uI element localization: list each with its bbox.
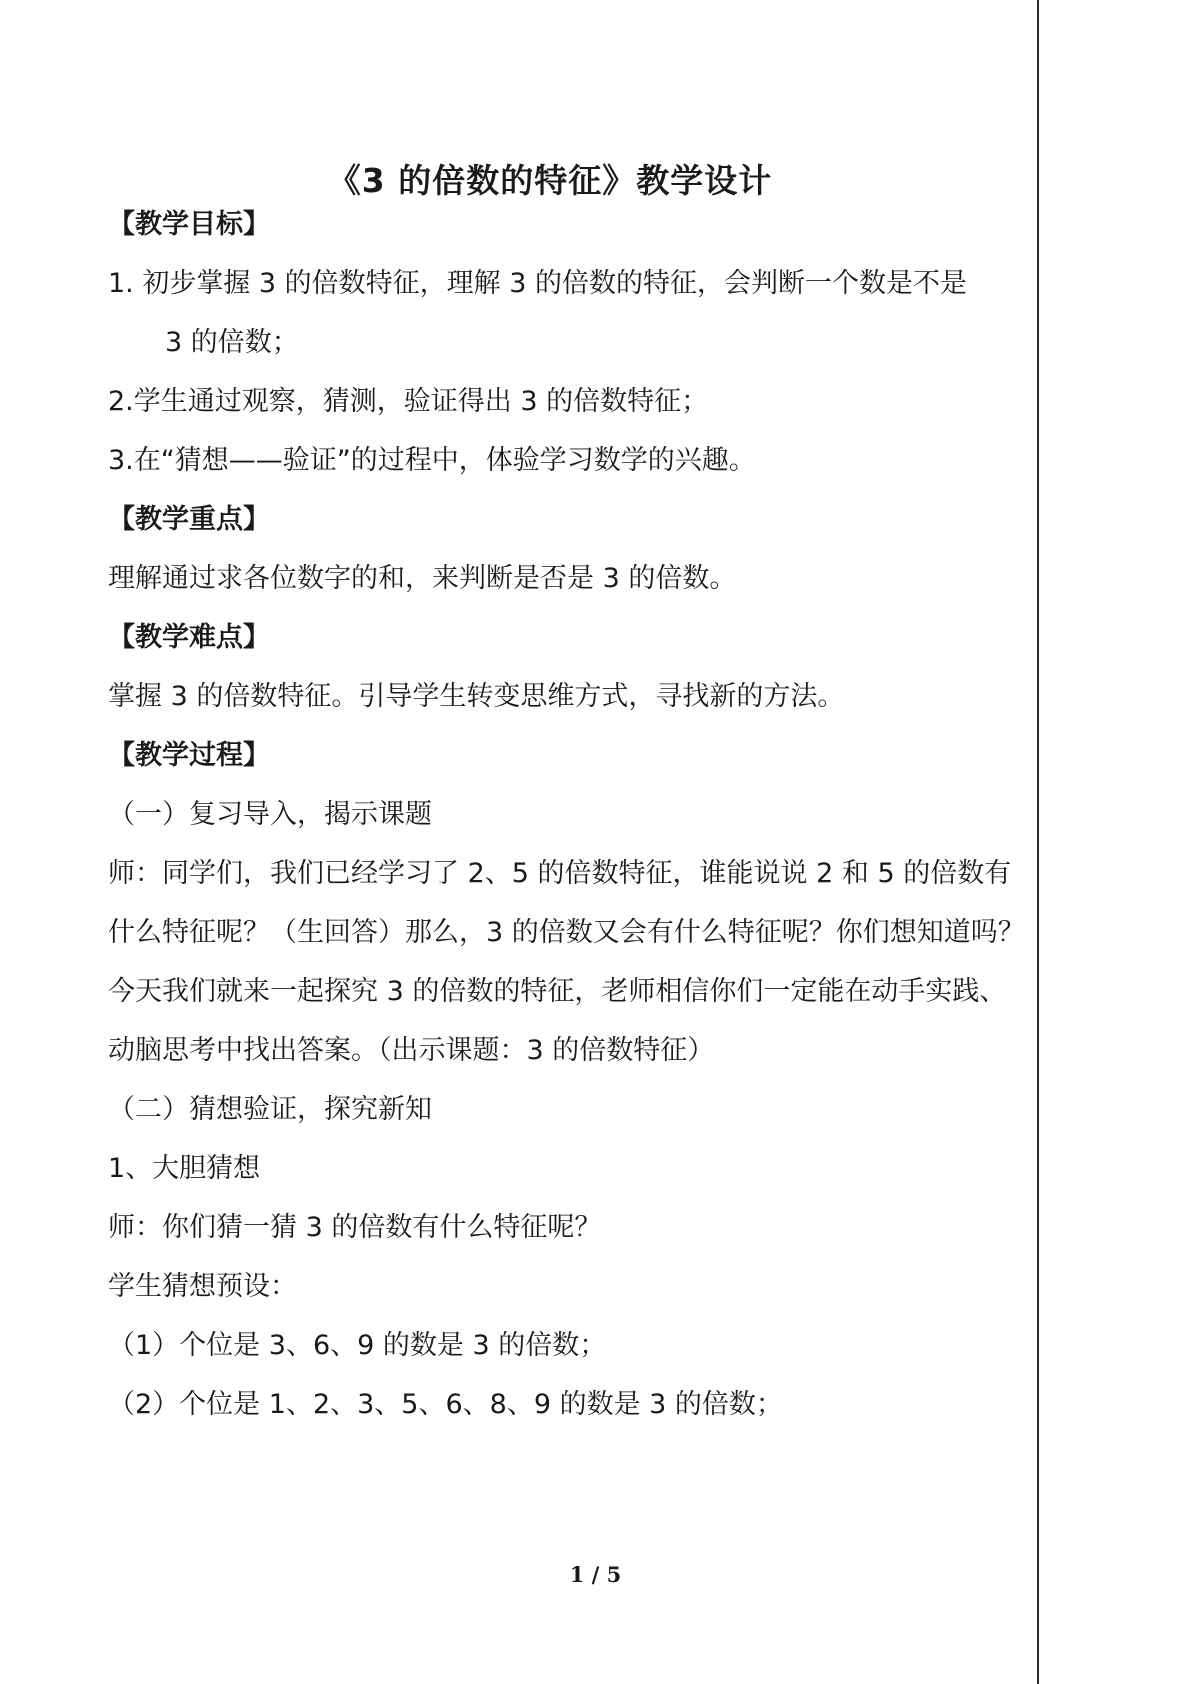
paragraph-line: 师：同学们，我们已经学习了 2、5 的倍数特征，谁能说说 2 和 5 的倍数有 xyxy=(108,858,1012,889)
paragraph-line: 动脑思考中找出答案。（出示课题：3 的倍数特征） xyxy=(108,1035,715,1066)
page-edge-rule xyxy=(1037,0,1039,1684)
objective-item-3: 3.在“猜想——验证”的过程中，体验学习数学的兴趣。 xyxy=(108,445,756,476)
section-heading-difficulties: 【教学难点】 xyxy=(108,622,270,653)
step-heading: 1、大胆猜想 xyxy=(108,1153,261,1184)
objective-item-1-continued: 3 的倍数； xyxy=(165,327,299,358)
paragraph-line: 师：你们猜一猜 3 的倍数有什么特征呢？ xyxy=(108,1212,602,1243)
document-title: 《3 的倍数的特征》教学设计 xyxy=(327,161,773,200)
process-part-1-heading: （一）复习导入，揭示课题 xyxy=(108,799,432,830)
list-item: （2）个位是 1、2、3、5、6、8、9 的数是 3 的倍数； xyxy=(108,1389,783,1420)
paragraph-line: 今天我们就来一起探究 3 的倍数的特征，老师相信你们一定能在动手实践、 xyxy=(108,976,1007,1007)
section-heading-objectives: 【教学目标】 xyxy=(108,209,270,240)
section-heading-process: 【教学过程】 xyxy=(108,740,270,771)
objective-item-2: 2.学生通过观察，猜测，验证得出 3 的倍数特征； xyxy=(108,386,709,417)
process-part-2-heading: （二）猜想验证，探究新知 xyxy=(108,1094,432,1125)
key-points-text: 理解通过求各位数字的和，来判断是否是 3 的倍数。 xyxy=(108,563,737,594)
section-heading-key-points: 【教学重点】 xyxy=(108,504,270,535)
page-number: 1 / 5 xyxy=(569,1562,622,1587)
paragraph-line: 什么特征呢？（生回答）那么，3 的倍数又会有什么特征呢？你们想知道吗？ xyxy=(108,917,1025,948)
difficulties-text: 掌握 3 的倍数特征。引导学生转变思维方式，寻找新的方法。 xyxy=(108,681,845,712)
list-item: （1）个位是 3、6、9 的数是 3 的倍数； xyxy=(108,1330,607,1361)
objective-item-1: 1. 初步掌握 3 的倍数特征，理解 3 的倍数的特征，会判断一个数是不是 xyxy=(108,268,968,299)
paragraph-line: 学生猜想预设： xyxy=(108,1271,297,1302)
